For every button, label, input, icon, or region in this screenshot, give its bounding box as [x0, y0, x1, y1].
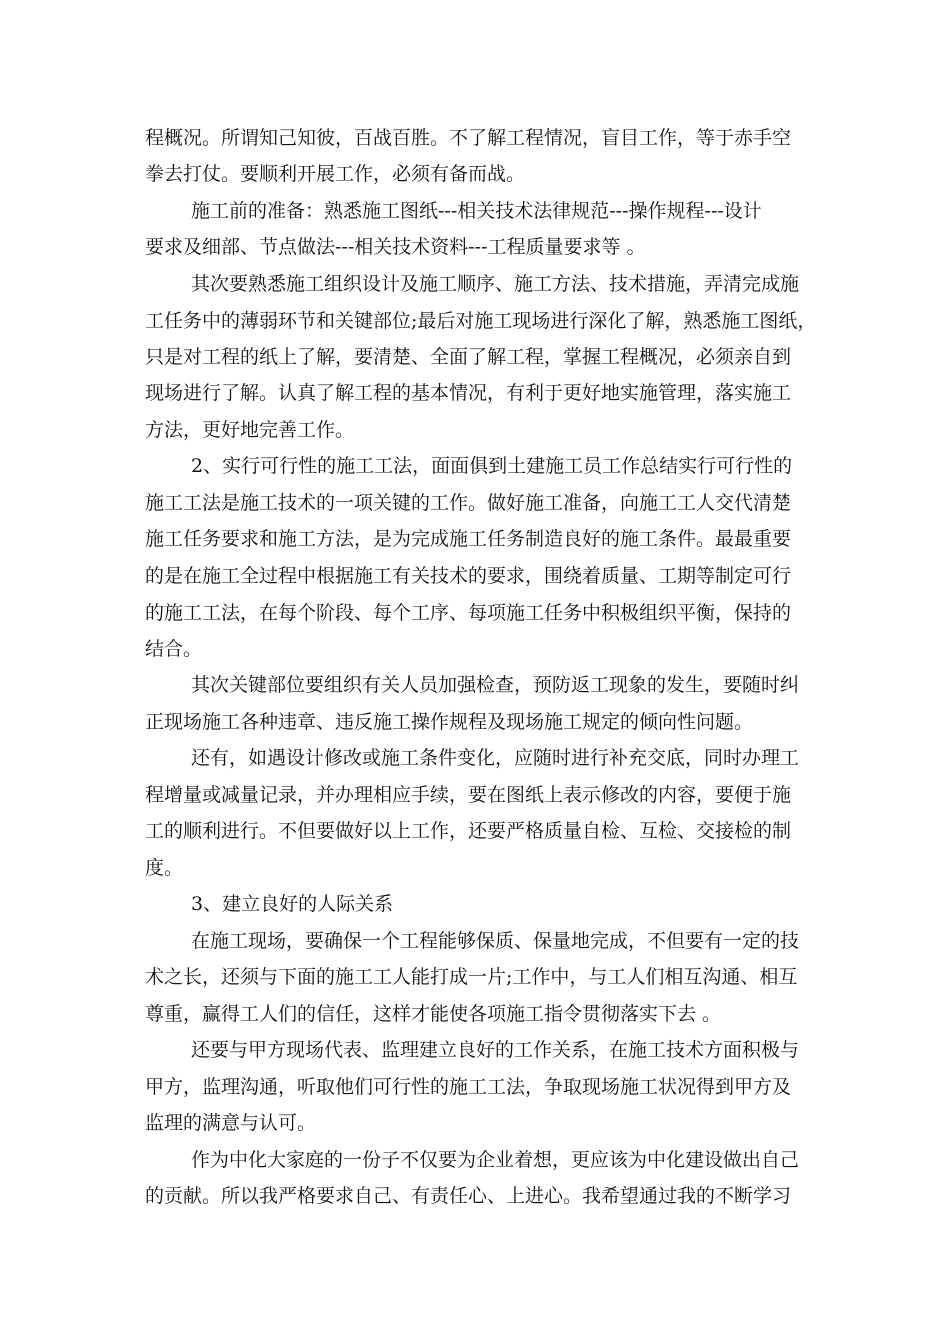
text-line: 方法，更好地完善工作。: [145, 419, 355, 441]
text-line: 甲方，监理沟通，听取他们可行性的施工工法，争取现场施工状况得到甲方及: [145, 1076, 792, 1098]
text-line: 的是在施工全过程中根据施工有关技术的要求，围绕着质量、工期等制定可行: [145, 565, 792, 587]
text-line: 程增量或减量记录，并办理相应手续，要在图纸上表示修改的内容，要便于施: [145, 784, 792, 806]
text-line: 尊重，赢得工人们的信任，这样才能使各项施工指令贯彻落实下去 。: [145, 1003, 722, 1025]
text-line: 工任务中的薄弱环节和关键部位;最后对施工现场进行深化了解，熟悉施工图纸，: [145, 310, 817, 332]
text-line: 工的顺利进行。不但要做好以上工作，还要严格质量自检、互检、交接检的制: [145, 820, 792, 842]
text-line: 其次关键部位要组织有关人员加强检查，预防返工现象的发生，要随时纠: [191, 674, 800, 696]
text-line: 现场进行了解。认真了解工程的基本情况，有利于更好地实施管理，落实施工: [145, 382, 792, 404]
text-line: 的贡献。所以我严格要求自己、有责任心、上进心。我希望通过我的不断学习: [145, 1185, 792, 1207]
text-line: 还要与甲方现场代表、监理建立良好的工作关系，在施工技术方面积极与: [191, 1039, 800, 1061]
text-line: 监理的满意与认可。: [145, 1112, 317, 1134]
section-heading: 3、建立良好的人际关系: [191, 893, 394, 915]
text-line: 度。: [145, 857, 184, 879]
text-line: 在施工现场，要确保一个工程能够保质、保量地完成，不但要有一定的技: [191, 930, 800, 952]
text-line: 作为中化大家庭的一份子不仅要为企业着想，更应该为中化建设做出自己: [191, 1149, 800, 1171]
text-line: 施工工法是施工技术的一项关键的工作。做好施工准备，向施工工人交代清楚: [145, 492, 792, 514]
text-line: 施工前的准备：熟悉施工图纸---相关技术法律规范---操作规程---设计: [191, 200, 762, 222]
text-line: 的施工工法，在每个阶段、每个工序、每项施工任务中积极组织平衡，保持的: [145, 602, 792, 624]
text-line: 施工任务要求和施工方法，是为完成施工任务制造良好的施工条件。最最重要: [145, 528, 792, 550]
text-line: 正现场施工各种违章、违反施工操作规程及现场施工规定的倾向性问题。: [145, 711, 754, 733]
text-line: 程概况。所谓知己知彼，百战百胜。不了解工程情况，盲目工作，等于赤手空: [145, 127, 792, 149]
text-line: 结合。: [145, 638, 203, 660]
text-line: 其次要熟悉施工组织设计及施工顺序、施工方法、技术措施，弄清完成施: [191, 273, 800, 295]
text-line: 拳去打仗。要顺利开展工作，必须有备而战。: [145, 163, 526, 185]
text-line: 要求及细部、节点做法---相关技术资料---工程质量要求等 。: [145, 236, 646, 258]
text-line: 术之长，还须与下面的施工工人能打成一片;工作中，与工人们相互沟通、相互: [145, 966, 798, 988]
text-line: 2、实行可行性的施工工法，面面俱到土建施工员工作总结实行可行性的: [191, 455, 793, 477]
text-line: 还有，如遇设计修改或施工条件变化，应随时进行补充交底，同时办理工: [191, 747, 800, 769]
text-line: 只是对工程的纸上了解，要清楚、全面了解工程，掌握工程概况，必须亲自到: [145, 346, 792, 368]
